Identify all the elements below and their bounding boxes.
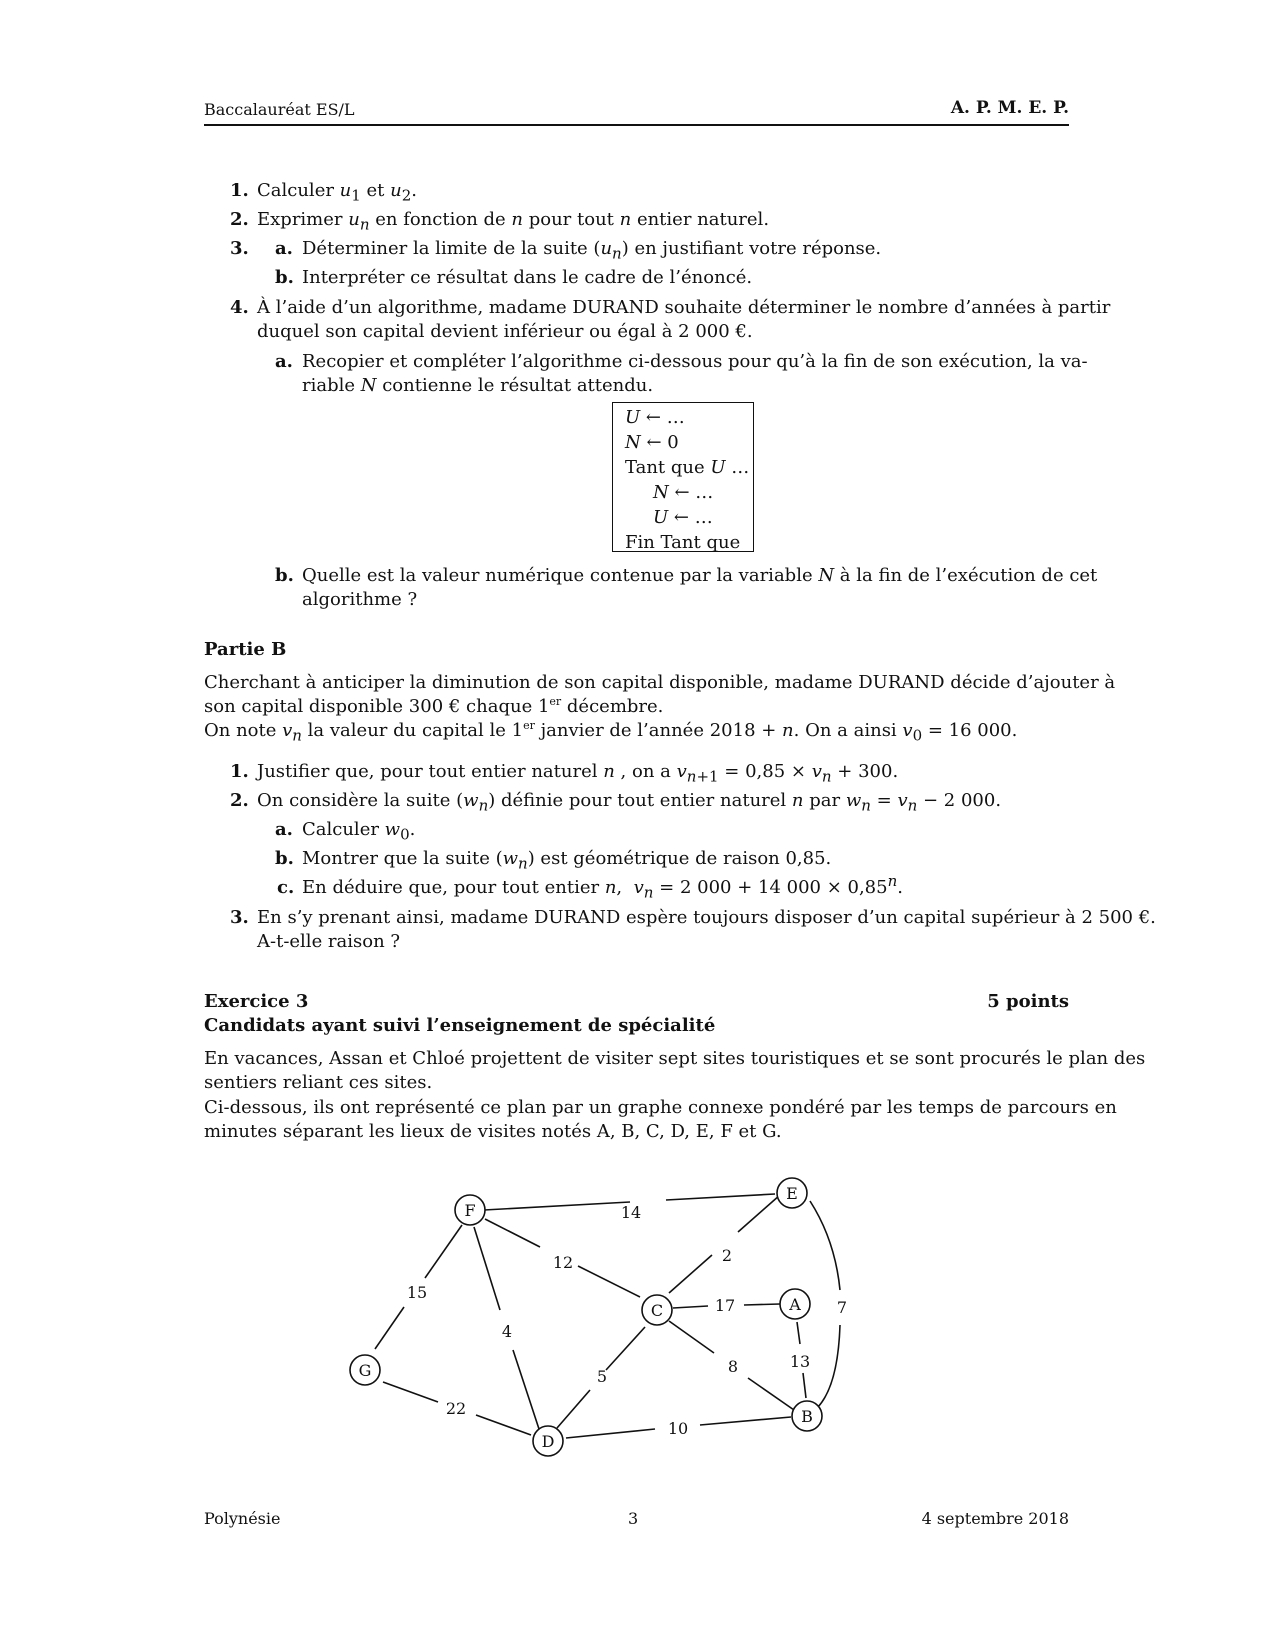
section-title: Partie B [204, 639, 287, 660]
node-label: E [786, 1184, 798, 1203]
edge-F-G [425, 1225, 462, 1278]
question-number: 2. [230, 790, 249, 811]
edge-weight: 7 [836, 1298, 848, 1317]
edge-G-D [476, 1415, 531, 1435]
partB-question-2c-text: En déduire que, pour tout entier n, $v_n = 2$ 000 + 14 $000 \times 0,85^n$. [302, 872, 903, 902]
partB-intro-line1: Cherchant à anticiper la diminution de son capital disponible, madame DURAND décide d’ajouter à [204, 672, 1116, 693]
edge-F-E [484, 1202, 630, 1210]
partB-intro-line2: son capital disponible 300 € chaque 1er décembre. [204, 695, 664, 717]
edge-weight: 2 [721, 1246, 733, 1265]
edge-weight: 22 [445, 1399, 467, 1418]
edge-E-B [818, 1325, 840, 1407]
edge-C-B [669, 1321, 714, 1353]
edge-weight: 17 [714, 1296, 736, 1315]
edge-D-B [700, 1417, 791, 1425]
partB-question-1-text: Justifier que, pour tout entier naturel n , on a $v_{n+1} = 0,85 \times v_n + 300$. [257, 761, 899, 786]
question-4-line1: À l’aide d’un algorithme, madame DURAND souhaite déterminer le nombre d’années à partir [257, 297, 1111, 318]
exercise-points: 5 points [987, 991, 1069, 1012]
node-label: C [650, 1301, 664, 1320]
edge-weight: 14 [620, 1203, 642, 1222]
header-right: A. P. M. E. P. [950, 98, 1069, 118]
edge-weight: 10 [667, 1419, 689, 1438]
algo-line: Tant que U … [625, 457, 750, 478]
question-4a-line1: Recopier et compléter l’algorithme ci-dessous pour qu’à la fin de son exécution, la va- [302, 351, 1088, 372]
question-4b-line1: Quelle est la valeur numérique contenue par la variable N à la fin de l’exécution de cet [302, 565, 1098, 586]
exercise-paragraph-line3: Ci-dessous, ils ont représenté ce plan par un graphe connexe pondéré par les temps de parcours en [204, 1097, 1117, 1118]
footer-right: 4 septembre 2018 [921, 1509, 1069, 1528]
question-number: 3. [230, 907, 249, 928]
sub-question-letter: a. [275, 351, 293, 372]
question-number: 1. [230, 180, 249, 201]
question-number: 3. [230, 238, 249, 259]
edge-F-C [485, 1219, 540, 1247]
edge-weight: 15 [406, 1283, 428, 1302]
page-number: 3 [628, 1509, 639, 1528]
edge-F-D [474, 1227, 500, 1310]
edge-C-D [557, 1390, 590, 1428]
sub-question-letter: b. [275, 565, 294, 586]
header-left: Baccalauréat ES/L [204, 100, 355, 119]
algo-line: N ← 0 [625, 432, 679, 453]
algo-line: Fin Tant que [625, 532, 741, 553]
partB-question-2a-text: Calculer $w_0$. [302, 819, 416, 844]
node-label: G [358, 1361, 372, 1380]
exercise-title: Exercice 3 [204, 991, 309, 1012]
edge-F-G [375, 1307, 404, 1349]
edge-C-D [606, 1327, 645, 1370]
edge-weight: 5 [596, 1367, 608, 1386]
partB-question-3-line2: A-t-elle raison ? [257, 931, 401, 952]
algo-line: U ← … [625, 407, 685, 428]
question-1-text: Calculer $u_1$ et $u_2$. [257, 180, 418, 205]
question-number: 1. [230, 761, 249, 782]
edge-A-B [797, 1322, 800, 1344]
edge-G-D [383, 1382, 438, 1402]
edge-F-E [666, 1194, 775, 1200]
partB-question-2b-text: Montrer que la suite $(w_n)$ est géométrique de raison 0,85. [302, 848, 832, 873]
edge-weight: 12 [552, 1253, 574, 1272]
sub-question-letter: a. [275, 238, 293, 259]
algo-line: U ← … [653, 507, 713, 528]
question-4b-line2: algorithme ? [302, 589, 418, 610]
edge-F-D [513, 1350, 539, 1429]
node-label: B [801, 1407, 813, 1426]
edge-C-B [748, 1378, 794, 1410]
exercise-paragraph-line1: En vacances, Assan et Chloé projettent de visiter sept sites touristiques et se sont procurés le plan des [204, 1048, 1146, 1069]
edge-C-A [744, 1304, 780, 1305]
sub-question-letter: b. [275, 267, 294, 288]
algo-line: N ← … [653, 482, 714, 503]
edge-E-B [810, 1201, 840, 1290]
node-label: F [464, 1201, 476, 1220]
edge-weight: 13 [789, 1352, 811, 1371]
edge-weight: 8 [727, 1357, 739, 1376]
edge-D-B [566, 1429, 655, 1438]
question-4a-line2: riable N contienne le résultat attendu. [302, 375, 654, 396]
exercise-paragraph-line2: sentiers reliant ces sites. [204, 1072, 433, 1093]
exercise-subtitle: Candidats ayant suivi l’enseignement de spécialité [204, 1015, 716, 1036]
question-2-text: Exprimer $u_n$ en fonction de n pour tout n entier naturel. [257, 209, 770, 234]
edge-A-B [803, 1373, 806, 1398]
edge-C-E [738, 1195, 780, 1232]
question-number: 2. [230, 209, 249, 230]
question-3a-text: Déterminer la limite de la suite $(u_n)$ en justifiant votre réponse. [302, 238, 882, 263]
edge-C-A [673, 1306, 708, 1308]
partB-intro-line3: On note $v_n$ la valeur du capital le 1er janvier de l’année 2018 + n. On a ainsi $v_0 = 16$ 000. [204, 719, 1018, 745]
sub-question-letter: b. [275, 848, 294, 869]
sub-question-letter: a. [275, 819, 293, 840]
partB-question-3-line1: En s’y prenant ainsi, madame DURAND espère toujours disposer d’un capital supérieur à 2 500 €. [257, 907, 1156, 928]
question-3b-text: Interpréter ce résultat dans le cadre de l’énoncé. [302, 267, 753, 288]
edge-weight: 4 [501, 1322, 513, 1341]
edge-C-E [669, 1255, 712, 1293]
sub-question-letter: c. [277, 877, 295, 898]
node-label: D [541, 1432, 555, 1451]
question-number: 4. [230, 297, 249, 318]
question-4-line2: duquel son capital devient inférieur ou égal à 2 000 €. [257, 321, 753, 342]
exercise-paragraph-line4: minutes séparant les lieux de visites notés A, B, C, D, E, F et G. [204, 1121, 782, 1142]
partB-question-2-text: On considère la suite $(w_n)$ définie pour tout entier naturel n par $w_n = v_n - 2$ 000. [257, 790, 1002, 815]
node-label: A [789, 1295, 801, 1314]
edge-F-C [578, 1266, 640, 1297]
footer-left: Polynésie [204, 1509, 281, 1528]
